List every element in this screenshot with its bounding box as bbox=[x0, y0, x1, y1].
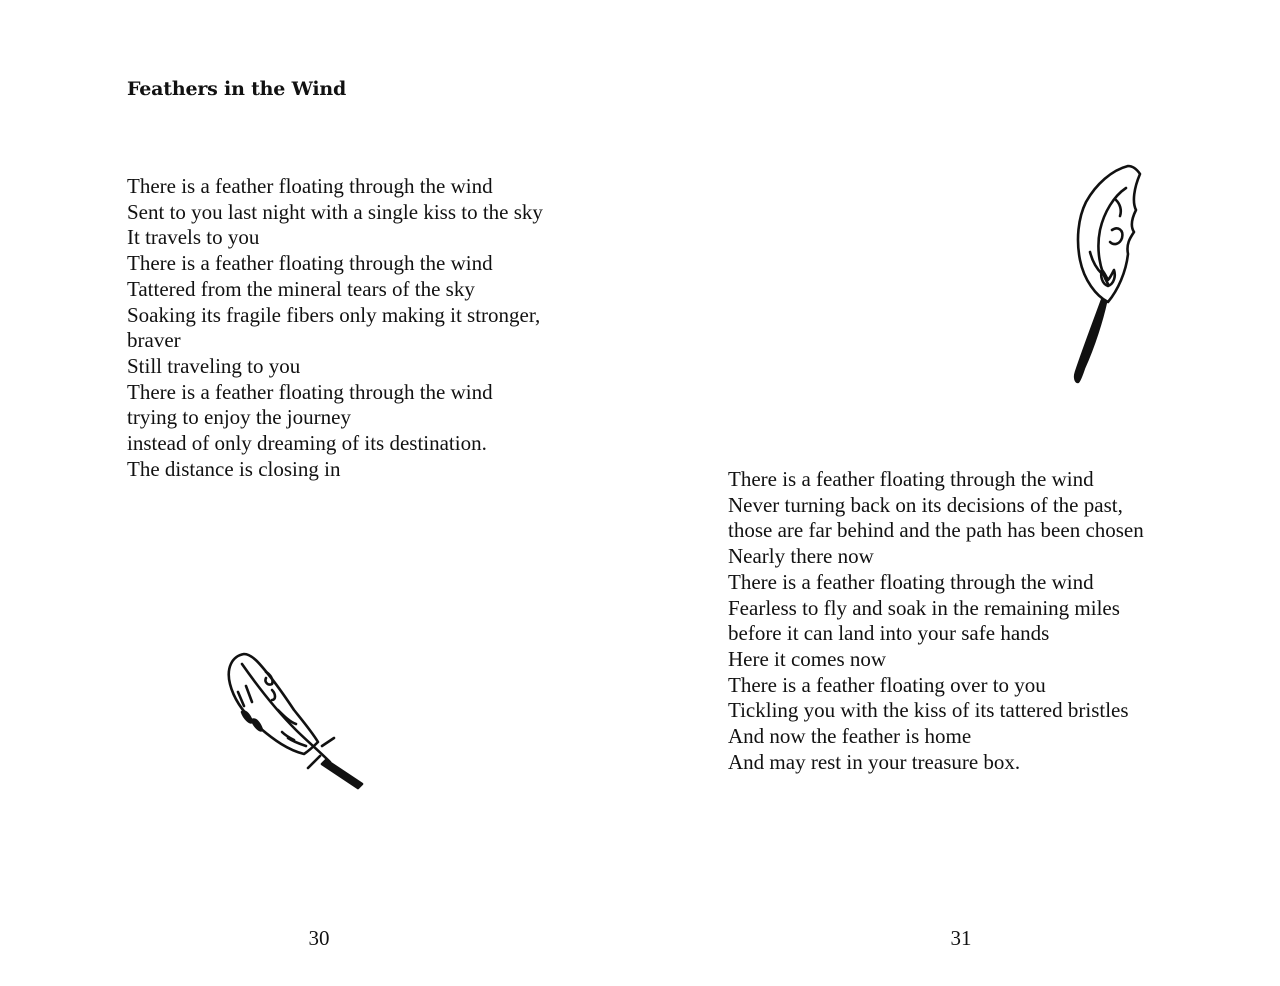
poem-line: braver bbox=[127, 328, 181, 353]
poem-line: Nearly there now bbox=[728, 544, 874, 569]
poem-line: And now the feather is home bbox=[728, 724, 972, 749]
poem-line: Still traveling to you bbox=[127, 353, 301, 378]
page-number: 30 bbox=[308, 926, 330, 950]
poem-line: Tattered from the mineral tears of the sky bbox=[127, 276, 475, 301]
poem-line: The distance is closing in bbox=[127, 456, 341, 481]
poem-line: There is a feather floating through the wind bbox=[728, 467, 1094, 491]
poem-line: Here it comes now bbox=[728, 646, 887, 671]
poem-line: those are far behind and the path has been chosen bbox=[728, 518, 1144, 543]
feather-icon bbox=[1056, 160, 1140, 390]
page-number: 31 bbox=[950, 926, 972, 950]
right-page bbox=[640, 0, 1280, 986]
poem-line: There is a feather floating over to you bbox=[728, 672, 1046, 697]
poem-line: There is a feather floating through the wind bbox=[127, 174, 493, 198]
poem-line: Soaking its fragile fibers only making it stronger, bbox=[127, 302, 541, 327]
poem-line: instead of only dreaming of its destination. bbox=[127, 431, 487, 456]
poem-line: There is a feather floating through the wind bbox=[127, 379, 493, 404]
poem-title: Feathers in the Wind bbox=[127, 78, 347, 100]
poem-line: There is a feather floating through the wind bbox=[728, 569, 1094, 594]
poem-line: Never turning back on its decisions of the past, bbox=[728, 492, 1123, 517]
poem-line: There is a feather floating through the wind bbox=[127, 251, 493, 276]
poem-stanza-left bbox=[127, 174, 543, 482]
poem-line: trying to enjoy the journey bbox=[127, 405, 351, 430]
feather-icon bbox=[222, 650, 370, 792]
poem-line: Fearless to fly and soak in the remaining miles bbox=[728, 595, 1120, 620]
poem-line: Tickling you with the kiss of its tattered bristles bbox=[728, 698, 1129, 723]
poem-stanza-right bbox=[728, 467, 1144, 775]
poem-line: It travels to you bbox=[127, 225, 260, 250]
poem-line: And may rest in your treasure box. bbox=[728, 749, 1021, 774]
poem-line: Sent to you last night with a single kiss to the sky bbox=[127, 199, 543, 224]
poem-line: before it can land into your safe hands bbox=[728, 621, 1050, 646]
